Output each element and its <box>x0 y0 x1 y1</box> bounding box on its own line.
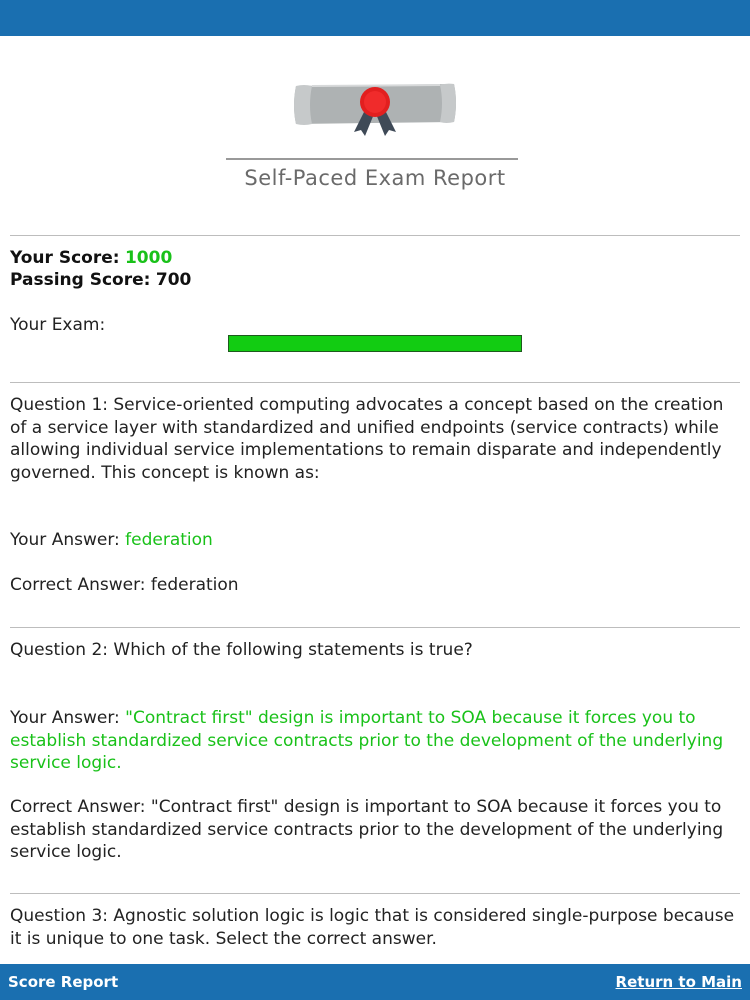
passing-score-label: Passing Score: <box>10 270 151 290</box>
question-1-your-answer <box>10 529 735 552</box>
your-score-line <box>10 247 735 270</box>
your-score-label: Your Score: <box>10 248 120 268</box>
passing-score-line <box>10 269 735 292</box>
bottom-bar <box>0 964 750 1000</box>
return-to-main-link[interactable]: Return to Main <box>615 973 742 991</box>
correct-answer-value: federation <box>150 575 239 595</box>
your-score-value: 1000 <box>124 248 173 268</box>
divider <box>10 235 740 236</box>
question-2-your-answer <box>10 707 735 775</box>
title-divider <box>226 158 518 160</box>
top-bar <box>0 0 750 36</box>
passing-score-value: 700 <box>155 270 192 290</box>
correct-answer-label: Correct Answer: <box>10 575 146 595</box>
report-header-graphic <box>0 78 750 148</box>
exam-progress-bar <box>228 335 522 352</box>
page-title: Self-Paced Exam Report <box>244 166 506 190</box>
divider <box>10 382 740 383</box>
score-report-label: Score Report <box>8 973 119 991</box>
exam-label: Your Exam: <box>10 315 106 335</box>
question-2-text: Question 2: Which of the following statements is true? <box>10 640 473 660</box>
correct-answer-value: "Contract first" design is important to SOA because it forces you to establish standardized service contracts prior to the development of the underlying service logic. <box>10 797 724 862</box>
correct-answer-label: Correct Answer: <box>10 797 146 817</box>
question-3-text: Question 3: Agnostic solution logic is logic that is considered single-purpose because it is unique to one task. Select the correct answer. <box>10 906 735 949</box>
your-answer-value: federation <box>125 530 213 550</box>
diploma-icon <box>290 78 460 138</box>
your-answer-value: "Contract first" design is important to SOA because it forces you to establish standardized service contracts prior to the development of the underlying service logic. <box>10 708 724 773</box>
question-1-correct-answer <box>10 574 735 597</box>
question-1-text: Question 1: Service-oriented computing advocates a concept based on the creation of a service layer with standardized and unified endpoints (service contracts) while allowing individual service implementations to remain disparate and independently governed. This concept is known as: <box>10 395 724 483</box>
divider <box>10 893 740 894</box>
report-content[interactable] <box>0 36 750 964</box>
exam-progress-fill <box>229 336 521 351</box>
your-answer-label: Your Answer: <box>10 530 120 550</box>
question-2-correct-answer <box>10 796 735 864</box>
divider <box>10 627 740 628</box>
your-answer-label: Your Answer: <box>10 708 120 728</box>
